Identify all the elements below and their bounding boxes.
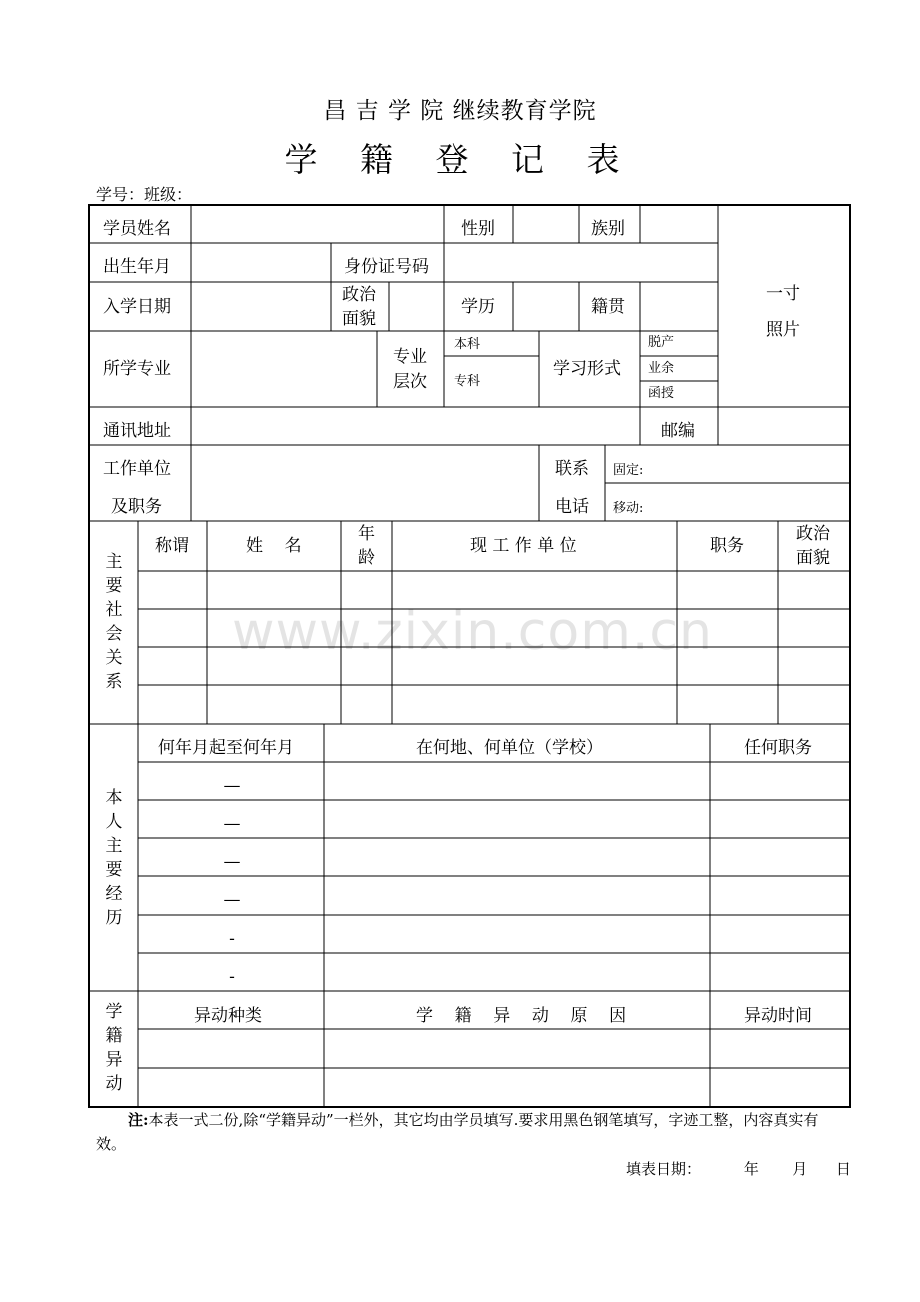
label-politics-1: 政治 bbox=[342, 285, 376, 305]
note-label: 注: bbox=[128, 1111, 149, 1129]
label-birth: 出生年月 bbox=[103, 257, 171, 277]
label-major: 所学专业 bbox=[103, 359, 171, 379]
student-id-class-line: 学号：班级： bbox=[96, 185, 193, 204]
label-mobile-phone: 移动: bbox=[613, 501, 644, 516]
experience-section-char: 本 bbox=[105, 788, 123, 808]
label-level-1: 专业 bbox=[393, 347, 427, 367]
postcode-field[interactable] bbox=[719, 408, 849, 444]
experience-row-mark: - bbox=[229, 929, 235, 949]
photo-label-2: 照片 bbox=[766, 320, 800, 340]
label-workplace-2: 及职务 bbox=[111, 497, 162, 517]
label-enroll-date: 入学日期 bbox=[103, 297, 171, 317]
ethnicity-field[interactable] bbox=[641, 206, 717, 242]
label-gender: 性别 bbox=[461, 219, 495, 239]
label-name: 学员姓名 bbox=[103, 219, 171, 239]
label-contact-2: 电话 bbox=[555, 497, 589, 517]
footer-note bbox=[96, 1108, 836, 1156]
mobile-phone-field[interactable] bbox=[650, 484, 849, 520]
chg-header-kind: 异动种类 bbox=[194, 1006, 262, 1026]
experience-row-mark: - bbox=[229, 967, 235, 987]
exp-header-position: 任何职务 bbox=[744, 738, 812, 758]
rel-header-post: 职务 bbox=[710, 536, 744, 556]
politics-field[interactable] bbox=[390, 283, 443, 330]
status-change-section-char: 异 bbox=[105, 1050, 123, 1070]
relations-section-char: 系 bbox=[105, 672, 123, 692]
label-ethnicity: 族别 bbox=[591, 219, 625, 239]
label-id-number: 身份证号码 bbox=[344, 257, 429, 277]
option-correspondence[interactable]: 函授 bbox=[648, 386, 675, 401]
relations-section-char: 关 bbox=[105, 648, 123, 668]
experience-section-char: 人 bbox=[105, 812, 123, 832]
note-text: 本表一式二份,除“学籍异动”一栏外，其它均由学员填写.要求用黑色钢笔填写，字迹工整，内容真实有效。 bbox=[96, 1111, 819, 1153]
gender-field[interactable] bbox=[514, 206, 578, 242]
label-address: 通讯地址 bbox=[103, 421, 171, 441]
label-workplace-1: 工作单位 bbox=[103, 459, 171, 479]
major-field[interactable] bbox=[192, 332, 376, 406]
name-field[interactable] bbox=[192, 206, 443, 242]
option-junior[interactable]: 专科 bbox=[454, 374, 481, 389]
label-education: 学历 bbox=[461, 297, 495, 317]
experience-section-char: 主 bbox=[105, 836, 123, 856]
relations-section-char: 主 bbox=[105, 552, 123, 572]
experience-section-char: 历 bbox=[105, 908, 123, 928]
experience-row-mark: — bbox=[223, 890, 241, 910]
relations-section-char: 社 bbox=[105, 600, 123, 620]
experience-section-char: 要 bbox=[105, 860, 123, 880]
rel-header-name: 姓 名 bbox=[246, 536, 302, 556]
label-level-2: 层次 bbox=[393, 372, 427, 392]
exp-header-where: 在何地、何单位（学校） bbox=[416, 738, 603, 758]
watermark: www.zixin.com.cn bbox=[232, 602, 713, 662]
rel-header-title: 称谓 bbox=[155, 536, 189, 556]
fill-date-line: 填表日期： 年 月 日 bbox=[626, 1160, 851, 1178]
address-field[interactable] bbox=[192, 408, 639, 444]
relations-section-char: 要 bbox=[105, 576, 123, 596]
status-change-section-char: 学 bbox=[105, 1002, 123, 1022]
origin-field[interactable] bbox=[641, 283, 717, 330]
education-field[interactable] bbox=[514, 283, 578, 330]
rel-header-work: 现 工 作 单 位 bbox=[470, 536, 577, 556]
experience-row-mark: — bbox=[223, 814, 241, 834]
rel-header-age-2: 龄 bbox=[358, 548, 375, 568]
enroll-date-field[interactable] bbox=[192, 283, 330, 330]
label-postcode: 邮编 bbox=[661, 421, 695, 441]
experience-row-mark: — bbox=[223, 852, 241, 872]
label-origin: 籍贯 bbox=[591, 297, 625, 317]
status-change-section-char: 籍 bbox=[105, 1026, 123, 1046]
label-study-form: 学习形式 bbox=[553, 359, 621, 379]
rel-header-age-1: 年 bbox=[358, 524, 375, 544]
fixed-phone-field[interactable] bbox=[650, 446, 849, 482]
birth-field[interactable] bbox=[192, 244, 330, 281]
college-title: 昌 吉 学 院 继续教育学院 bbox=[323, 98, 597, 124]
chg-header-time: 异动时间 bbox=[744, 1006, 812, 1026]
option-fulltime[interactable]: 脱产 bbox=[648, 335, 675, 350]
option-undergrad[interactable]: 本科 bbox=[454, 337, 481, 352]
label-contact-1: 联系 bbox=[555, 459, 589, 479]
status-change-section-char: 动 bbox=[105, 1074, 123, 1094]
rel-header-politics-1: 政治 bbox=[796, 524, 830, 544]
photo-label-1: 一寸 bbox=[766, 284, 800, 304]
workplace-field[interactable] bbox=[192, 446, 538, 520]
id-number-field[interactable] bbox=[445, 244, 717, 281]
experience-row-mark: — bbox=[223, 776, 241, 796]
label-politics-2: 面貌 bbox=[342, 309, 376, 329]
rel-header-politics-2: 面貌 bbox=[796, 548, 830, 568]
relations-section-char: 会 bbox=[105, 624, 123, 644]
exp-header-period: 何年月起至何年月 bbox=[158, 738, 294, 758]
option-parttime[interactable]: 业余 bbox=[648, 361, 675, 376]
label-fixed-phone: 固定: bbox=[613, 463, 644, 478]
experience-section-char: 经 bbox=[105, 884, 123, 904]
chg-header-reason: 学 籍 异 动 原 因 bbox=[416, 1006, 627, 1026]
form-title: 学 籍 登 记 表 bbox=[284, 140, 636, 179]
